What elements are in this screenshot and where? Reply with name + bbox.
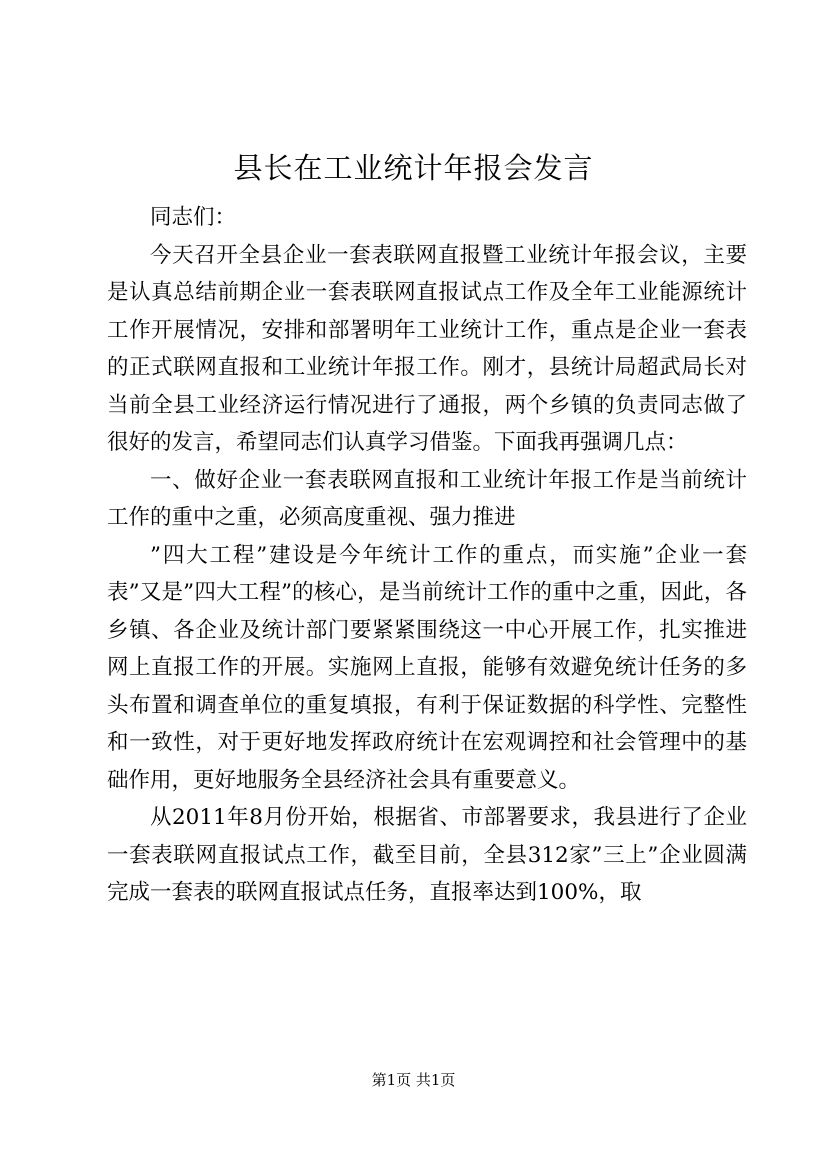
salutation-paragraph: 同志们：	[150, 205, 237, 230]
document-body	[107, 199, 747, 912]
intro-paragraph: 今天召开全县企业一套表联网直报暨工业统计年报会议，主要是认真总结前期企业一套表联网直报试点工作及全年工业能源统计工作开展情况，安排和部署明年工业统计工作，重点是企业一套表的正式联网直报和工业统计年报工作。刚才，县统计局超武局长对当前全县工业经济运行情况进行了通报，两个乡镇的负责同志做了很好的发言，希望同志们认真学习借鉴。下面我再强调几点：	[107, 242, 747, 455]
body-paragraph: 从2011年8月份开始，根据省、市部署要求，我县进行了企业一套表联网直报试点工作，截至目前，全县312家”三上”企业圆满完成一套表的联网直报试点任务，直报率达到100%，取	[107, 805, 747, 905]
document-title: 县长在工业统计年报会发言	[233, 151, 594, 185]
section-heading-paragraph: 一、做好企业一套表联网直报和工业统计年报工作是当前统计工作的重中之重，必须高度重视、强力推进	[107, 467, 747, 530]
body-paragraph: ”四大工程”建设是今年统计工作的重点，而实施”企业一套表”又是”四大工程”的核心，是当前统计工作的重中之重，因此，各乡镇、各企业及统计部门要紧紧围绕这一中心开展工作，扎实推进网上直报工作的开展。实施网上直报，能够有效避免统计任务的多头布置和调查单位的重复填报，有利于保证数据的科学性、完整性和一致性，对于更好地发挥政府统计在宏观调控和社会管理中的基础作用，更好地服务全县经济社会具有重要意义。	[107, 542, 747, 793]
page-number-footer: 第1页 共1页	[371, 1071, 456, 1089]
